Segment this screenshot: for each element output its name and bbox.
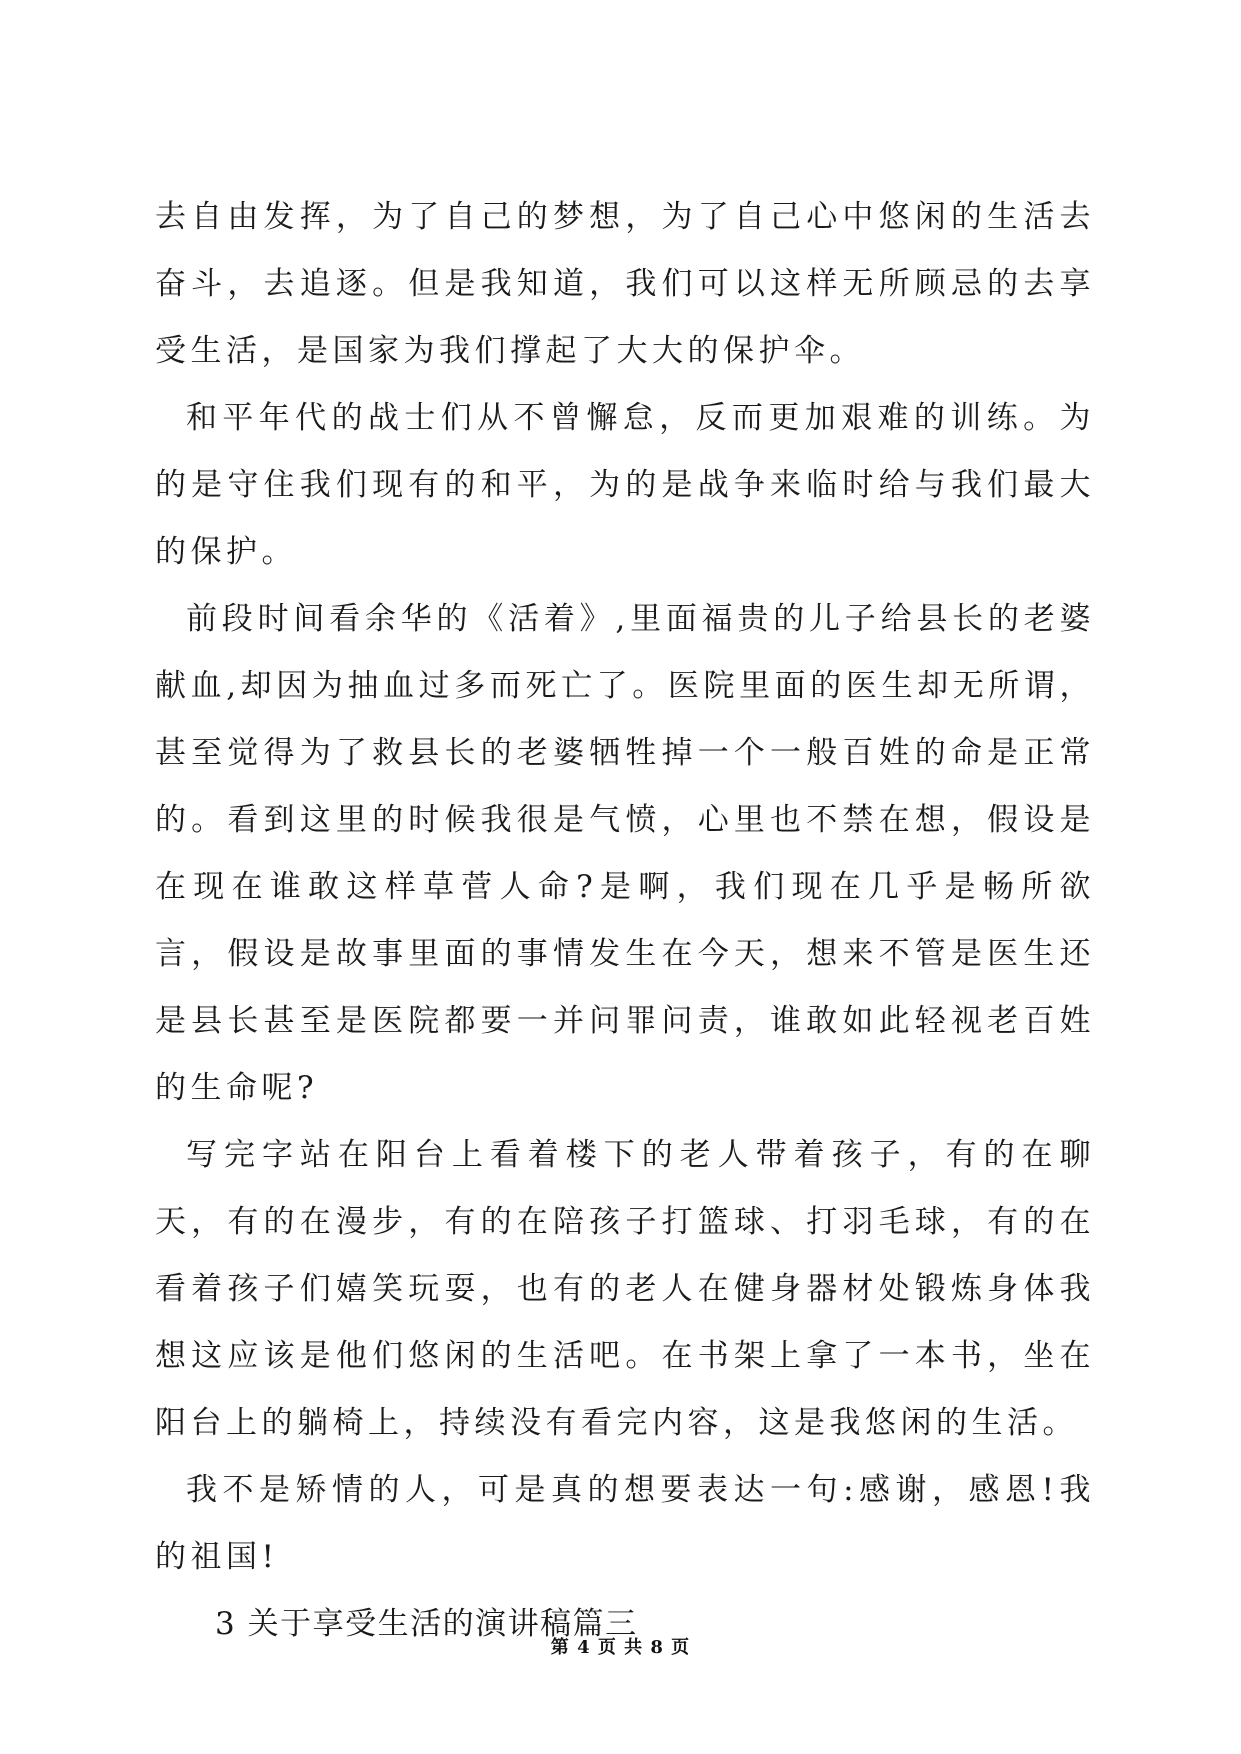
paragraph: 前段时间看余华的《活着》,里面福贵的儿子给县长的老婆献血,却因为抽血过多而死亡了。医院里面的医生却无所谓，甚至觉得为了救县长的老婆牺牲掉一个一般百姓的命是正常的。看到这里的时候我很是气愤，心里也不禁在想，假设是在现在谁敢这样草菅人命?是啊，我们现在几乎是畅所欲言，假设是故事里面的事情发生在今天，想来不管是医生还是县长甚至是医院都要一并问罪问责，谁敢如此轻视老百姓的生命呢? [155, 601, 1095, 1106]
paragraph: 和平年代的战士们从不曾懈怠，反而更加艰难的训练。为的是守住我们现有的和平，为的是战争来临时给与我们最大的保护。 [155, 400, 1095, 570]
paragraph: 我不是矫情的人，可是真的想要表达一句:感谢，感恩!我的祖国! [155, 1472, 1095, 1575]
paragraph: 去自由发挥，为了自己的梦想，为了自己心中悠闲的生活去奋斗，去追逐。但是我知道，我们可以这样无所顾忌的去享受生活，是国家为我们撑起了大大的保护伞。 [155, 199, 1095, 369]
page-number-footer: 第 4 页 共 8 页 [550, 1637, 691, 1658]
section-heading: 3 关于享受生活的演讲稿篇三 [215, 1606, 638, 1642]
document-body [155, 184, 1095, 1658]
paragraph: 写完字站在阳台上看着楼下的老人带着孩子，有的在聊天，有的在漫步，有的在陪孩子打篮球、打羽毛球，有的在看着孩子们嬉笑玩耍，也有的老人在健身器材处锻炼身体我想这应该是他们悠闲的生活吧。在书架上拿了一本书，坐在阳台上的躺椅上，持续没有看完内容，这是我悠闲的生活。 [155, 1137, 1095, 1441]
